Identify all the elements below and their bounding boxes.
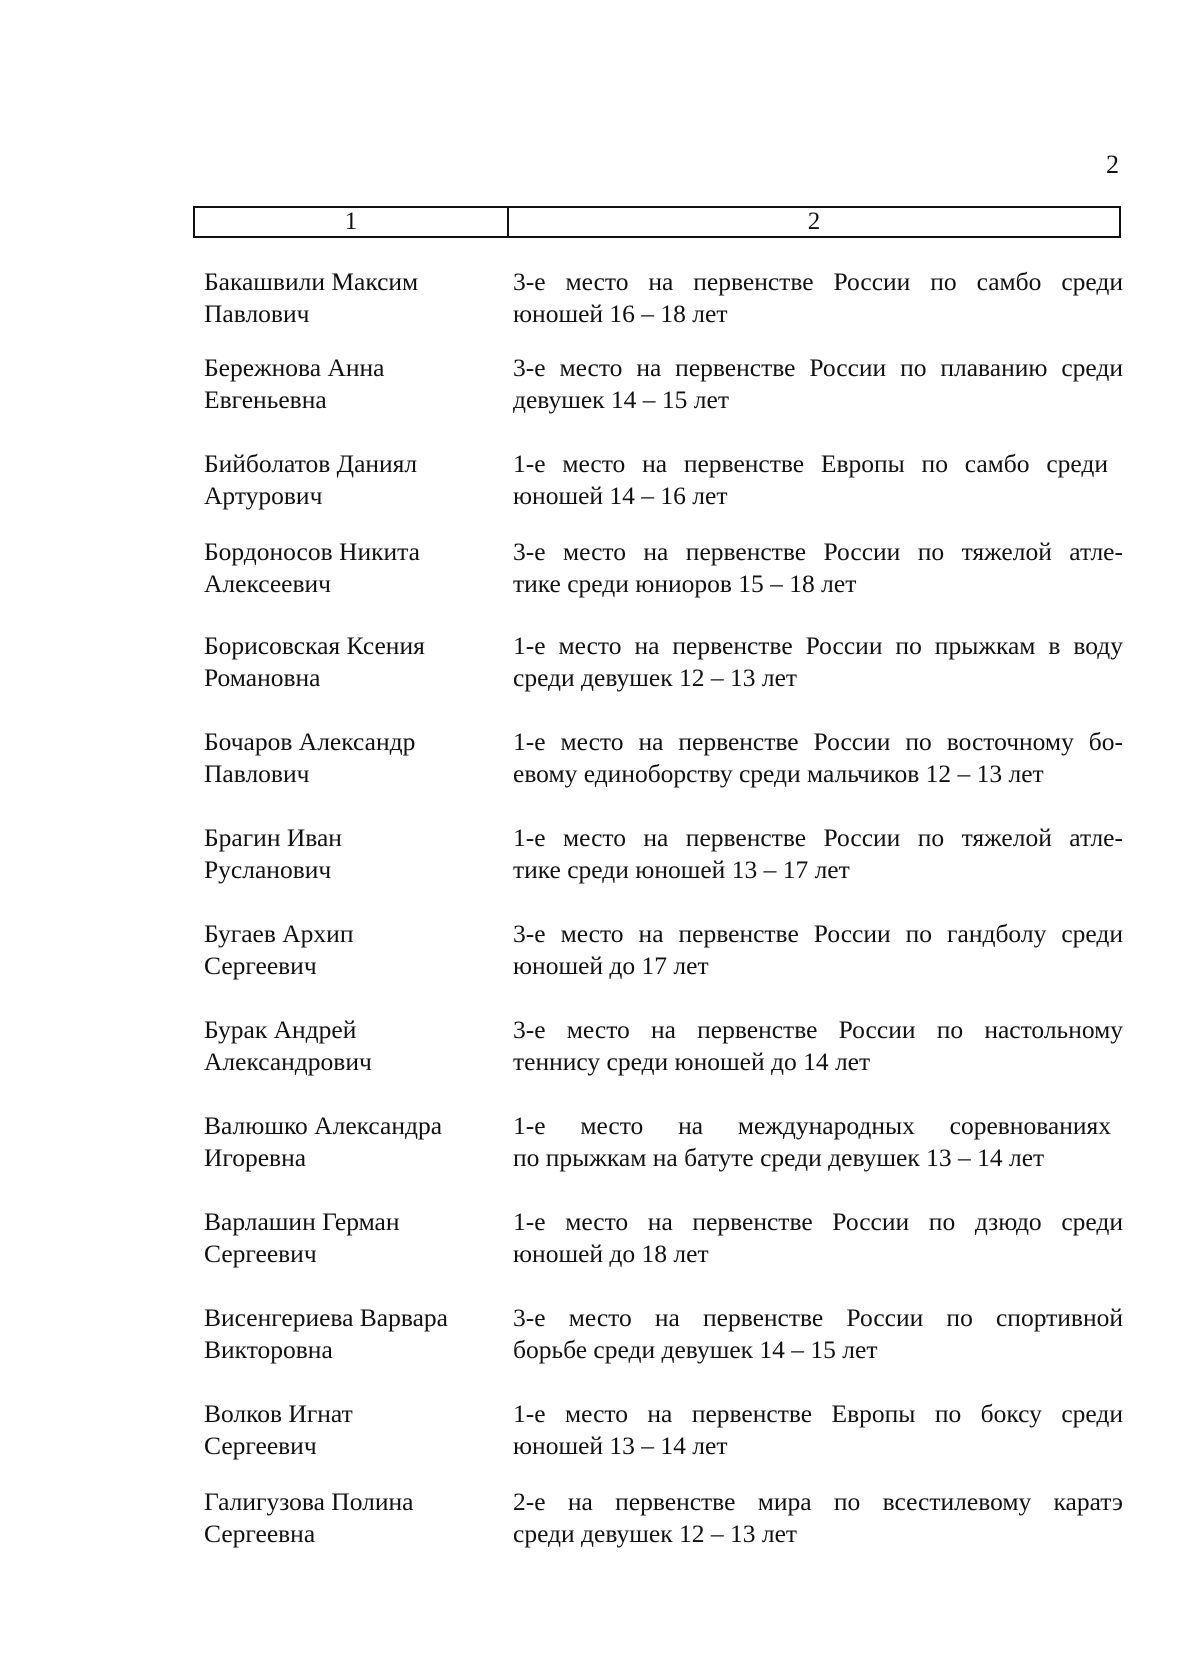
- name-line: Евгеньевна: [204, 385, 327, 414]
- table-row: [0, 1110, 1200, 1180]
- table-row: [0, 536, 1200, 606]
- name-line: Бугаев Архип: [204, 919, 354, 948]
- achievement-line: среди девушек 12 – 13 лет: [513, 663, 798, 692]
- name-line: Висенгериева Варвара: [204, 1303, 448, 1332]
- achievement-line: юношей 13 – 14 лет: [513, 1431, 728, 1460]
- name-line: Бочаров Александр: [204, 727, 416, 756]
- table-row: [0, 822, 1200, 892]
- achievement-line: 3-е место на первенстве России по самбо среди: [513, 267, 1123, 296]
- achievement-line: юношей 16 – 18 лет: [513, 299, 728, 328]
- name-line: Бийболатов Даниял: [204, 449, 418, 478]
- achievement-line: юношей до 18 лет: [513, 1239, 709, 1268]
- achievement-line: девушек 14 – 15 лет: [513, 385, 729, 414]
- awardee-name: [204, 630, 494, 694]
- achievement-line: 3-е место на первенстве России по тяжелой атле-: [513, 537, 1123, 566]
- awardee-name: [204, 1014, 494, 1078]
- name-line: Борисовская Ксения: [204, 631, 425, 660]
- achievement: [513, 1398, 1123, 1462]
- achievement: [513, 918, 1123, 982]
- achievement-line: 1-е место на первенстве России по восточному бо-: [513, 727, 1123, 756]
- awardee-name: [204, 1398, 494, 1462]
- awardee-name: [204, 448, 494, 512]
- achievement-line: 1-е место на первенстве Европы по боксу среди: [513, 1399, 1123, 1428]
- name-line: Волков Игнат: [204, 1399, 353, 1428]
- name-line: Бережнова Анна: [204, 353, 385, 382]
- achievement: [513, 822, 1123, 886]
- name-line: Павлович: [204, 299, 310, 328]
- name-line: Сергеевич: [204, 951, 317, 980]
- achievement: [513, 1486, 1123, 1550]
- achievement: [513, 448, 1123, 512]
- name-line: Бурак Андрей: [204, 1015, 357, 1044]
- table-row: [0, 918, 1200, 988]
- name-line: Брагин Иван: [204, 823, 342, 852]
- table-row: [0, 726, 1200, 796]
- header-column-2: 2: [807, 208, 821, 235]
- table-row: [0, 1398, 1200, 1468]
- awardee-name: [204, 536, 494, 600]
- achievement: [513, 352, 1123, 416]
- achievement-line: среди девушек 12 – 13 лет: [513, 1519, 798, 1548]
- achievement-line: 3-е место на первенстве России по спортивной: [513, 1303, 1123, 1332]
- page-number: 2: [1106, 150, 1119, 179]
- name-line: Александрович: [204, 1047, 372, 1076]
- achievement-line: юношей 14 – 16 лет: [513, 481, 728, 510]
- name-line: Бордоносов Никита: [204, 537, 420, 566]
- name-line: Романовна: [204, 663, 321, 692]
- table-row: [0, 1206, 1200, 1276]
- achievement: [513, 266, 1123, 330]
- name-line: Игоревна: [204, 1143, 307, 1172]
- achievement: [513, 1110, 1123, 1174]
- achievement-line: 1-е место на первенстве России по тяжелой атле-: [513, 823, 1123, 852]
- achievement-line: 1-е место на первенстве Европы по самбо среди: [513, 449, 1108, 478]
- achievement-line: 1-е место на международных соревнованиях: [513, 1111, 1111, 1140]
- name-line: Русланович: [204, 855, 332, 884]
- name-line: Валюшко Александра: [204, 1111, 443, 1140]
- name-line: Сергеевич: [204, 1239, 317, 1268]
- achievement-line: 1-е место на первенстве России по дзюдо среди: [513, 1207, 1123, 1236]
- achievement-line: 1-е место на первенстве России по прыжкам в воду: [513, 631, 1123, 660]
- table-row: [0, 1302, 1200, 1372]
- name-line: Бакашвили Максим: [204, 267, 419, 296]
- achievement-line: юношей до 17 лет: [513, 951, 709, 980]
- table-row: [0, 352, 1200, 422]
- achievement: [513, 726, 1123, 790]
- achievement-line: тике среди юношей 13 – 17 лет: [513, 855, 850, 884]
- awardee-name: [204, 1110, 494, 1174]
- achievement: [513, 1206, 1123, 1270]
- name-line: Сергеевна: [204, 1519, 316, 1548]
- name-line: Алексеевич: [204, 569, 331, 598]
- table-row: [0, 1486, 1200, 1556]
- achievement: [513, 536, 1123, 600]
- name-line: Павлович: [204, 759, 310, 788]
- name-line: Сергеевич: [204, 1431, 317, 1460]
- achievement: [513, 630, 1123, 694]
- achievement-line: борьбе среди девушек 14 – 15 лет: [513, 1335, 878, 1364]
- achievement-line: по прыжкам на батуте среди девушек 13 – 14 лет: [513, 1143, 1045, 1172]
- achievement-line: 2-е на первенстве мира по всестилевому каратэ: [513, 1487, 1123, 1516]
- achievement: [513, 1302, 1123, 1366]
- awardee-name: [204, 726, 494, 790]
- awardee-name: [204, 822, 494, 886]
- name-line: Галигузова Полина: [204, 1487, 414, 1516]
- table-row: [0, 630, 1200, 700]
- table-row: [0, 1014, 1200, 1084]
- achievement-line: 3-е место на первенстве России по плаванию среди: [513, 353, 1123, 382]
- awardee-name: [204, 1486, 494, 1550]
- name-line: Викторовна: [204, 1335, 333, 1364]
- achievement-line: теннису среди юношей до 14 лет: [513, 1047, 871, 1076]
- achievement-line: 3-е место на первенстве России по настольному: [513, 1015, 1123, 1044]
- name-line: Варлашин Герман: [204, 1207, 400, 1236]
- awardee-name: [204, 918, 494, 982]
- achievement-line: тике среди юниоров 15 – 18 лет: [513, 569, 857, 598]
- awardee-name: [204, 1206, 494, 1270]
- awardee-name: [204, 266, 494, 330]
- header-column-1: 1: [195, 208, 509, 236]
- achievement: [513, 1014, 1123, 1078]
- awardee-name: [204, 352, 494, 416]
- achievement-line: евому единоборству среди мальчиков 12 – 13 лет: [513, 759, 1044, 788]
- name-line: Артурович: [204, 481, 323, 510]
- table-row: [0, 266, 1200, 336]
- achievement-line: 3-е место на первенстве России по гандболу среди: [513, 919, 1123, 948]
- awardee-name: [204, 1302, 494, 1366]
- table-row: [0, 448, 1200, 518]
